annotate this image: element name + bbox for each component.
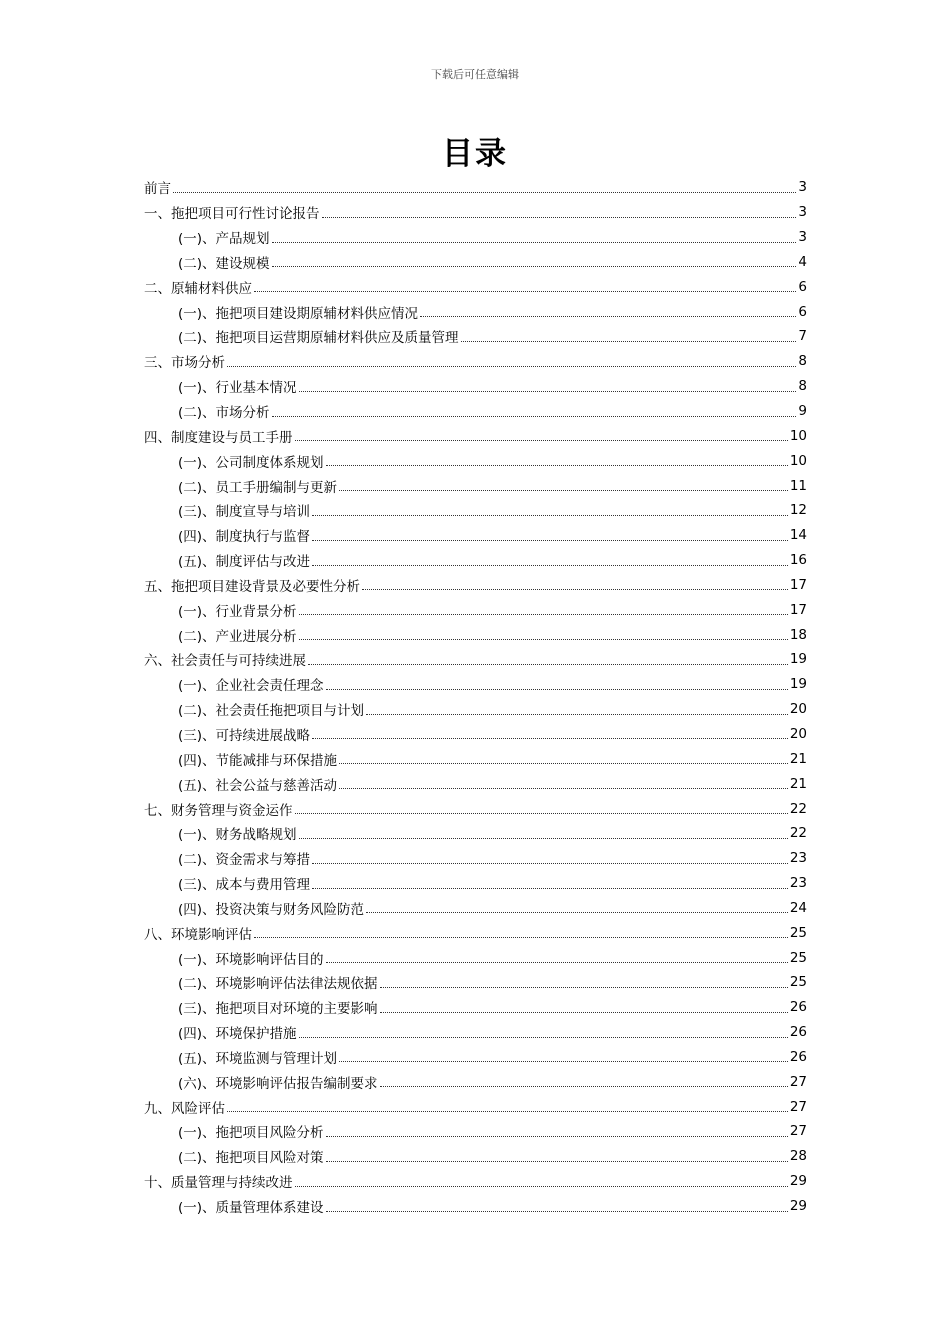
toc-entry-label: (三)、拖把项目对环境的主要影响 — [178, 1001, 378, 1018]
toc-entry[interactable] — [144, 299, 807, 324]
toc-entry[interactable] — [144, 771, 807, 796]
toc-title: 目录 — [442, 136, 508, 172]
toc-entry-label: (四)、投资决策与财务风险防范 — [178, 901, 365, 918]
toc-entry-page-number: 6 — [798, 278, 807, 295]
toc-entry-label: (一)、拖把项目建设期原辅材料供应情况 — [178, 305, 419, 322]
toc-entry-label: (五)、环境监测与管理计划 — [178, 1050, 338, 1067]
toc-entry-page-number: 29 — [789, 1173, 807, 1190]
toc-dot-leader — [295, 440, 788, 441]
toc-dot-leader — [366, 912, 788, 913]
toc-entry-page-number: 3 — [798, 179, 807, 196]
toc-entry-label: 九、风险评估 — [144, 1100, 225, 1117]
toc-entry-page-number: 27 — [789, 1098, 807, 1115]
toc-entry-label: (一)、行业基本情况 — [178, 380, 297, 397]
toc-entry-label: (二)、拖把项目运营期原辅材料供应及质量管理 — [178, 330, 459, 347]
toc-entry-label: (五)、社会公益与慈善活动 — [178, 777, 338, 794]
toc-entry-label: (四)、节能减排与环保措施 — [178, 752, 338, 769]
toc-dot-leader — [362, 589, 788, 590]
toc-entry-page-number: 23 — [789, 875, 807, 892]
toc-entry-label: (二)、拖把项目风险对策 — [178, 1150, 324, 1167]
toc-entry[interactable] — [144, 473, 807, 498]
toc-entry-page-number: 26 — [789, 999, 807, 1016]
toc-entry-page-number: 8 — [798, 378, 807, 395]
toc-entry[interactable] — [144, 1020, 807, 1045]
toc-dot-leader — [312, 540, 788, 541]
toc-entry-page-number: 26 — [789, 1048, 807, 1065]
toc-dot-leader — [420, 316, 796, 317]
toc-entry-page-number: 17 — [789, 576, 807, 593]
toc-entry-page-number: 4 — [798, 253, 807, 270]
toc-entry[interactable] — [144, 821, 807, 846]
toc-dot-leader — [339, 763, 788, 764]
toc-dot-leader — [312, 565, 788, 566]
toc-dot-leader — [295, 1186, 788, 1187]
toc-entry-page-number: 16 — [789, 552, 807, 569]
toc-entry-label: (三)、成本与费用管理 — [178, 877, 311, 894]
toc-entry-page-number: 19 — [789, 676, 807, 693]
toc-entry-label: 五、拖把项目建设背景及必要性分析 — [144, 578, 360, 595]
toc-entry-label: (一)、拖把项目风险分析 — [178, 1125, 324, 1142]
toc-entry-label: (二)、产业进展分析 — [178, 628, 297, 645]
toc-entry-label: (一)、公司制度体系规划 — [178, 454, 324, 471]
toc-entry[interactable] — [144, 399, 807, 424]
toc-entry-page-number: 21 — [789, 775, 807, 792]
toc-entry-label: (二)、市场分析 — [178, 405, 270, 422]
toc-entry-page-number: 24 — [789, 899, 807, 916]
toc-entry[interactable] — [144, 274, 807, 299]
toc-dot-leader — [227, 366, 796, 367]
toc-entry-label: (一)、产品规划 — [178, 231, 270, 248]
toc-entry-page-number: 20 — [789, 725, 807, 742]
toc-entry[interactable] — [144, 1169, 807, 1194]
toc-entry[interactable] — [144, 374, 807, 399]
toc-entry-page-number: 9 — [798, 403, 807, 420]
toc-entry-page-number: 18 — [789, 626, 807, 643]
toc-entry-label: (一)、质量管理体系建设 — [178, 1200, 324, 1217]
toc-entry[interactable] — [144, 200, 807, 225]
toc-dot-leader — [380, 1086, 788, 1087]
toc-entry[interactable] — [144, 871, 807, 896]
toc-entry-label: (二)、建设规模 — [178, 255, 270, 272]
toc-entry-page-number: 21 — [789, 750, 807, 767]
toc-entry-label: 七、财务管理与资金运作 — [144, 802, 293, 819]
toc-entry-label: 四、制度建设与员工手册 — [144, 429, 293, 446]
toc-entry-page-number: 12 — [789, 502, 807, 519]
toc-entry-page-number: 25 — [789, 974, 807, 991]
toc-entry-label: (四)、制度执行与监督 — [178, 529, 311, 546]
toc-entry-label: (四)、环境保护措施 — [178, 1026, 297, 1043]
toc-entry-page-number: 25 — [789, 949, 807, 966]
toc-entry-label: (一)、财务战略规划 — [178, 827, 297, 844]
toc-entry[interactable] — [144, 1069, 807, 1094]
toc-dot-leader — [272, 242, 797, 243]
toc-entry-label: 八、环境影响评估 — [144, 926, 252, 943]
toc-dot-leader — [380, 987, 788, 988]
toc-entry-page-number: 17 — [789, 601, 807, 618]
toc-entry-page-number: 11 — [789, 477, 807, 494]
toc-entry-label: (二)、社会责任拖把项目与计划 — [178, 703, 365, 720]
toc-entry-page-number: 25 — [789, 924, 807, 941]
toc-entry-label: (二)、员工手册编制与更新 — [178, 479, 338, 496]
toc-entry-page-number: 19 — [789, 651, 807, 668]
toc-entry[interactable] — [144, 423, 807, 448]
toc-entry[interactable] — [144, 597, 807, 622]
toc-dot-leader — [254, 291, 796, 292]
toc-dot-leader — [366, 714, 788, 715]
toc-entry-page-number: 3 — [798, 229, 807, 246]
table-of-contents — [144, 175, 807, 1218]
toc-entry[interactable] — [144, 498, 807, 523]
toc-dot-leader — [299, 1037, 788, 1038]
toc-entry[interactable] — [144, 622, 807, 647]
toc-entry[interactable] — [144, 349, 807, 374]
toc-dot-leader — [326, 1136, 788, 1137]
toc-entry[interactable] — [144, 945, 807, 970]
toc-entry[interactable] — [144, 1194, 807, 1219]
toc-entry[interactable] — [144, 722, 807, 747]
toc-entry[interactable] — [144, 697, 807, 722]
toc-entry[interactable] — [144, 523, 807, 548]
toc-dot-leader — [326, 1211, 788, 1212]
toc-dot-leader — [295, 813, 788, 814]
toc-entry-page-number: 6 — [798, 303, 807, 320]
toc-entry[interactable] — [144, 1094, 807, 1119]
toc-entry-page-number: 8 — [798, 353, 807, 370]
toc-entry[interactable] — [144, 175, 807, 200]
toc-entry-label: (六)、环境影响评估报告编制要求 — [178, 1075, 378, 1092]
toc-entry[interactable] — [144, 995, 807, 1020]
toc-dot-leader — [299, 838, 788, 839]
toc-entry[interactable] — [144, 672, 807, 697]
toc-entry-label: (二)、资金需求与筹措 — [178, 852, 311, 869]
toc-entry-page-number: 14 — [789, 527, 807, 544]
toc-dot-leader — [339, 1061, 788, 1062]
toc-entry[interactable] — [144, 1119, 807, 1144]
toc-entry-label: 十、质量管理与持续改进 — [144, 1175, 293, 1192]
toc-entry[interactable] — [144, 548, 807, 573]
toc-entry-label: (三)、制度宣导与培训 — [178, 504, 311, 521]
toc-dot-leader — [326, 465, 788, 466]
toc-entry-page-number: 27 — [789, 1123, 807, 1140]
toc-dot-leader — [312, 515, 788, 516]
toc-entry-label: (五)、制度评估与改进 — [178, 554, 311, 571]
toc-entry[interactable] — [144, 895, 807, 920]
toc-entry-page-number: 22 — [789, 825, 807, 842]
toc-entry[interactable] — [144, 448, 807, 473]
toc-entry[interactable] — [144, 746, 807, 771]
toc-entry-label: 三、市场分析 — [144, 355, 225, 372]
toc-entry-page-number: 10 — [789, 427, 807, 444]
toc-entry[interactable] — [144, 970, 807, 995]
toc-entry-label: (一)、环境影响评估目的 — [178, 951, 324, 968]
toc-entry[interactable] — [144, 1045, 807, 1070]
toc-entry[interactable] — [144, 647, 807, 672]
toc-entry-label: (一)、行业背景分析 — [178, 603, 297, 620]
toc-entry-page-number: 10 — [789, 452, 807, 469]
toc-dot-leader — [312, 888, 788, 889]
toc-entry-page-number: 23 — [789, 850, 807, 867]
toc-dot-leader — [272, 416, 797, 417]
toc-entry[interactable] — [144, 920, 807, 945]
toc-dot-leader — [299, 639, 788, 640]
toc-dot-leader — [326, 1161, 788, 1162]
toc-entry-page-number: 3 — [798, 204, 807, 221]
toc-dot-leader — [299, 614, 788, 615]
toc-entry-page-number: 22 — [789, 800, 807, 817]
toc-dot-leader — [299, 391, 797, 392]
toc-dot-leader — [312, 738, 788, 739]
toc-entry[interactable] — [144, 846, 807, 871]
toc-dot-leader — [227, 1111, 788, 1112]
toc-dot-leader — [322, 217, 797, 218]
toc-entry[interactable] — [144, 250, 807, 275]
toc-entry-label: 二、原辅材料供应 — [144, 280, 252, 297]
toc-entry-label: (一)、企业社会责任理念 — [178, 678, 324, 695]
toc-dot-leader — [461, 341, 797, 342]
toc-entry-label: 一、拖把项目可行性讨论报告 — [144, 206, 320, 223]
toc-dot-leader — [339, 490, 788, 491]
toc-dot-leader — [326, 962, 788, 963]
toc-entry-label: (三)、可持续进展战略 — [178, 727, 311, 744]
toc-entry-page-number: 20 — [789, 701, 807, 718]
toc-entry-page-number: 29 — [789, 1198, 807, 1215]
toc-entry-page-number: 28 — [789, 1148, 807, 1165]
toc-dot-leader — [308, 664, 788, 665]
toc-dot-leader — [339, 788, 788, 789]
toc-dot-leader — [272, 266, 797, 267]
toc-entry[interactable] — [144, 1144, 807, 1169]
toc-dot-leader — [254, 937, 788, 938]
toc-entry-page-number: 27 — [789, 1073, 807, 1090]
header-note: 下载后可任意编辑 — [431, 68, 519, 81]
toc-entry[interactable] — [144, 324, 807, 349]
toc-dot-leader — [312, 863, 788, 864]
toc-entry[interactable] — [144, 573, 807, 598]
toc-entry-label: 六、社会责任与可持续进展 — [144, 653, 306, 670]
toc-entry-page-number: 7 — [798, 328, 807, 345]
toc-dot-leader — [380, 1012, 788, 1013]
toc-entry-label: 前言 — [144, 181, 171, 198]
toc-entry[interactable] — [144, 796, 807, 821]
toc-entry[interactable] — [144, 225, 807, 250]
toc-dot-leader — [173, 192, 796, 193]
toc-entry-page-number: 26 — [789, 1024, 807, 1041]
toc-entry-label: (二)、环境影响评估法律法规依据 — [178, 976, 378, 993]
toc-dot-leader — [326, 689, 788, 690]
